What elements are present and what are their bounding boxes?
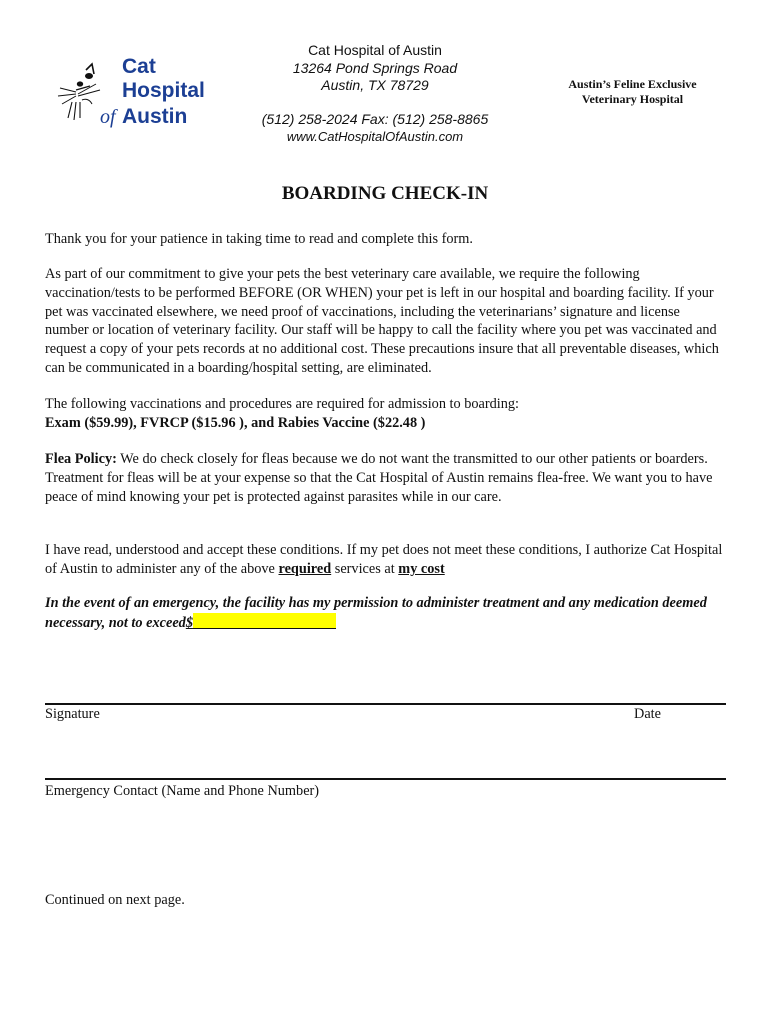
city-state-zip: Austin, TX 78729 xyxy=(321,77,429,93)
intro-paragraph: Thank you for your patience in taking time to read and complete this form. xyxy=(45,231,473,247)
emergency-contact-label: Emergency Contact (Name and Phone Number) xyxy=(45,783,320,799)
continued-note: Continued on next page. xyxy=(45,892,185,908)
emergency-currency: $ xyxy=(185,614,193,631)
logo-word-of: of xyxy=(100,106,116,128)
consent-text-1: I have read, understood and accept these conditions. If my pet does not meet these conditions, I authorize Cat Hospital of Austin to administer any of the above xyxy=(45,542,723,577)
consent-paragraph xyxy=(45,541,725,579)
consent-text-2: services at xyxy=(331,560,399,577)
tagline-line-1: Austin’s Feline Exclusive xyxy=(568,77,697,91)
street-address: 13264 Pond Springs Road xyxy=(292,59,458,76)
signature-date-line[interactable] xyxy=(45,703,726,705)
hospital-tagline xyxy=(555,77,710,107)
form-title: BOARDING CHECK-IN xyxy=(281,183,489,204)
emergency-contact-line[interactable] xyxy=(45,778,726,780)
consent-required: required xyxy=(278,560,332,577)
emergency-amount-field[interactable] xyxy=(193,613,336,629)
flea-policy-text: We do check closely for fleas because we do not want the transmitted to our other patients or boarders. Treatment for fleas will be at your expense so that the Cat Hospital of Austin remains flea-free. We want you to have peace of mind knowing your pet is protected against parasites while in our care. xyxy=(45,451,713,505)
tagline-line-2: Veterinary Hospital xyxy=(581,92,684,106)
required-services-paragraph xyxy=(45,395,725,433)
hospital-address-block xyxy=(250,42,500,146)
signature-label: Signature xyxy=(45,706,100,722)
flea-policy-label: Flea Policy: xyxy=(45,451,117,467)
flea-policy-paragraph xyxy=(45,450,725,506)
logo-word-cat: Cat xyxy=(122,55,156,78)
commitment-paragraph: As part of our commitment to give your pets the best veterinary care available, we require the following vaccination/tests to be performed BEFORE (OR WHEN) your pet is left in our hospital and boarding facility. If your pet was vaccinated elsewhere, we need proof of vaccinations, including the veterinarians’ signature and license number or location of veterinary facility. Our staff will be happy to call the facility where you pet was vaccinated and request a copy of your pets records at no additional cost. These precautions insure that all preventable diseases, which can be communicated in a boarding/hospital setting, are eliminated. xyxy=(45,266,719,376)
emergency-authorization-text: In the event of an emergency, the facility has my permission to administer treatment and any medication deemed necessary, not to exceed xyxy=(45,595,707,631)
website-link[interactable]: www.CatHospitalOfAustin.com xyxy=(286,129,464,144)
logo-word-austin: Austin xyxy=(122,105,188,128)
phone-fax: (512) 258-2024 Fax: (512) 258-8865 xyxy=(261,110,489,127)
required-services-list: Exam ($59.99), FVRCP ($15.96 ), and Rabies Vaccine ($22.48 ) xyxy=(45,414,426,431)
required-services-intro: The following vaccinations and procedures are required for admission to boarding: xyxy=(45,396,520,412)
consent-my-cost: my cost xyxy=(398,560,445,577)
date-label: Date xyxy=(634,706,661,722)
logo-word-hospital: Hospital xyxy=(122,79,205,102)
emergency-authorization-paragraph xyxy=(45,594,725,633)
hospital-name: Cat Hospital of Austin xyxy=(308,42,442,58)
hospital-logo xyxy=(56,52,226,132)
